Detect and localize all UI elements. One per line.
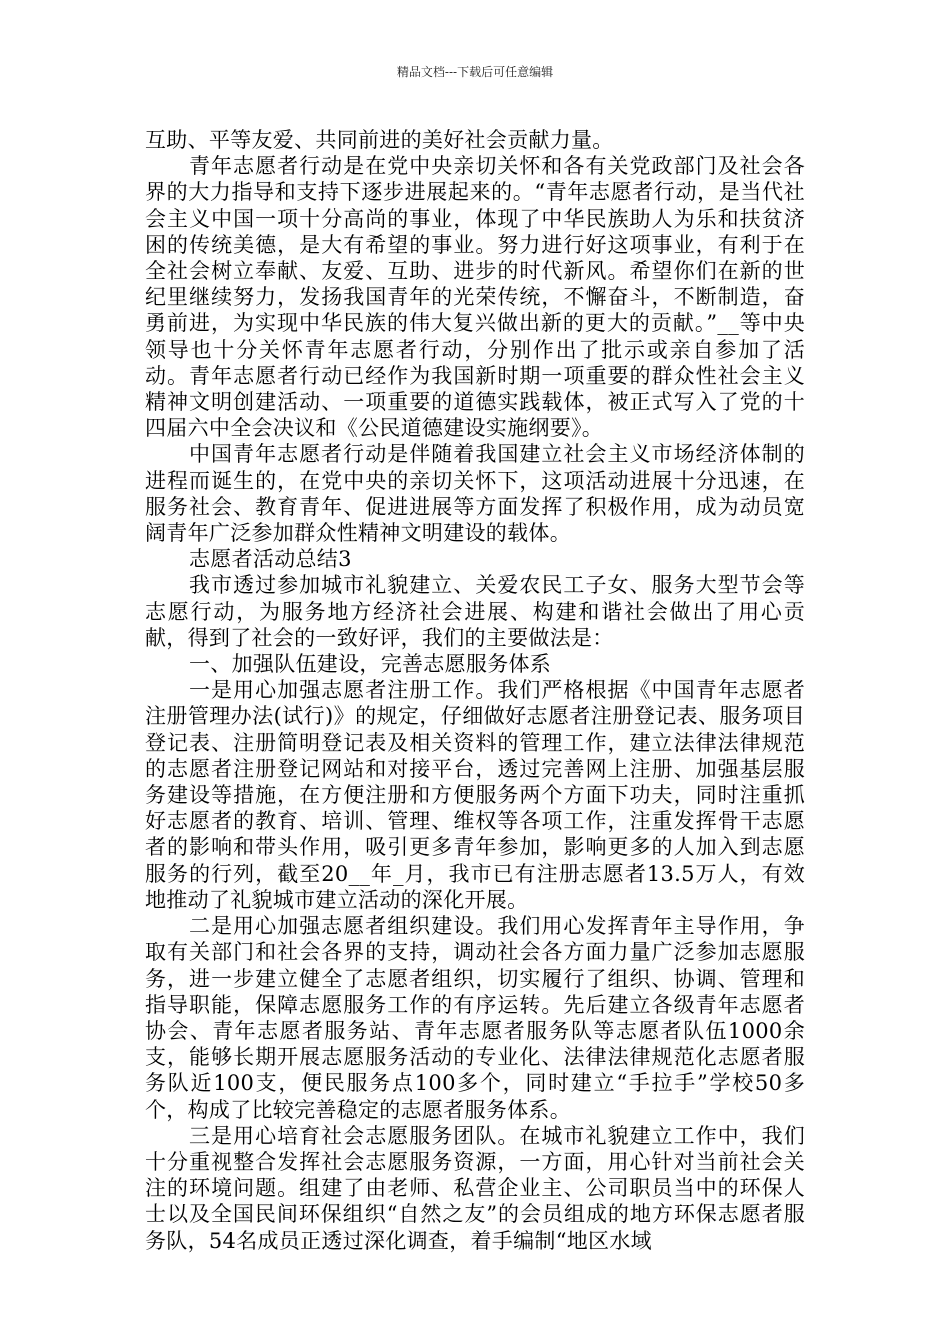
paragraph: 三是用心培育社会志愿服务团队。在城市礼貌建立工作中，我们十分重视整合发挥社会志愿服务资源，一方面，用心针对当前社会关注的环境问题。组建了由老师、私营企业主、公司职员当中的环保人士以及全国民间环保组织“自然之友”的会员组成的地方环保志愿者服务队，54名成员正透过深化调查，着手编制“地区水域 bbox=[145, 1123, 805, 1253]
page-header: 精品文档---下载后可任意编辑 bbox=[396, 65, 554, 79]
paragraph: 互助、平等友爱、共同前进的美好社会贡献力量。 bbox=[145, 128, 614, 152]
section-heading: 志愿者活动总结3 bbox=[189, 547, 352, 572]
document-body bbox=[145, 127, 805, 1254]
paragraph: 青年志愿者行动是在党中央亲切关怀和各有关党政部门及社会各界的大力指导和支持下逐步进展起来的。“青年志愿者行动，是当代社会主义中国一项十分高尚的事业，体现了中华民族助人为乐和扶贫济困的传统美德，是大有希望的事业。努力进行好这项事业，有利于在全社会树立奉献、友爱、互助、进步的时代新风。希望你们在新的世纪里继续努力，发扬我国青年的光荣传统，不懈奋斗，不断制造，奋勇前进，为实现中华民族的伟大复兴做出新的更大的贡献。”__等中央领导也十分关怀青年志愿者行动，分别作出了批示或亲自参加了活动。青年志愿者行动已经作为我国新时期一项重要的群众性社会主义精神文明创建活动、一项重要的道德实践载体，被正式写入了党的十四届六中全会决议和《公民道德建设实施纲要》。 bbox=[145, 154, 805, 441]
paragraph: 二是用心加强志愿者组织建设。我们用心发挥青年主导作用，争取有关部门和社会各界的支持，调动社会各方面力量广泛参加志愿服务，进一步建立健全了志愿者组织，切实履行了组织、协调、管理和指导职能，保障志愿服务工作的有序运转。先后建立各级青年志愿者协会、青年志愿者服务站、青年志愿者服务队等志愿者队伍1000余支，能够长期开展志愿服务活动的专业化、法律法律规范化志愿者服务队近100支，便民服务点100多个，同时建立“手拉手”学校50多个，构成了比较完善稳定的志愿者服务体系。 bbox=[145, 914, 805, 1122]
paragraph: 一是用心加强志愿者注册工作。我们严格根据《中国青年志愿者注册管理办法(试行)》的规定，仔细做好志愿者注册登记表、服务项目登记表、注册简明登记表及相关资料的管理工作，建立法律法律规范的志愿者注册登记网站和对接平台，透过完善网上注册、加强基层服务建设等措施，在方便注册和方便服务两个方面下功夫，同时注重抓好志愿者的教育、培训、管理、维权等各项工作，注重发挥骨干志愿者的影响和带头作用，吸引更多青年参加，影响更多的人加入到志愿服务的行列，截至20__年_月，我市已有注册志愿者13.5万人，有效地推动了礼貌城市建立活动的深化开展。 bbox=[145, 678, 805, 912]
paragraph: 中国青年志愿者行动是伴随着我国建立社会主义市场经济体制的进程而诞生的，在党中央的亲切关怀下，这项活动进展十分迅速，在服务社会、教育青年、促进进展等方面发挥了积极作用，成为动员宽阔青年广泛参加群众性精神文明建设的载体。 bbox=[145, 442, 805, 546]
section-subheading: 一、加强队伍建设，完善志愿服务体系 bbox=[189, 652, 552, 677]
paragraph: 我市透过参加城市礼貌建立、关爱农民工子女、服务大型节会等志愿行动，为服务地方经济社会进展、构建和谐社会做出了用心贡献，得到了社会的一致好评，我们的主要做法是： bbox=[145, 573, 805, 650]
